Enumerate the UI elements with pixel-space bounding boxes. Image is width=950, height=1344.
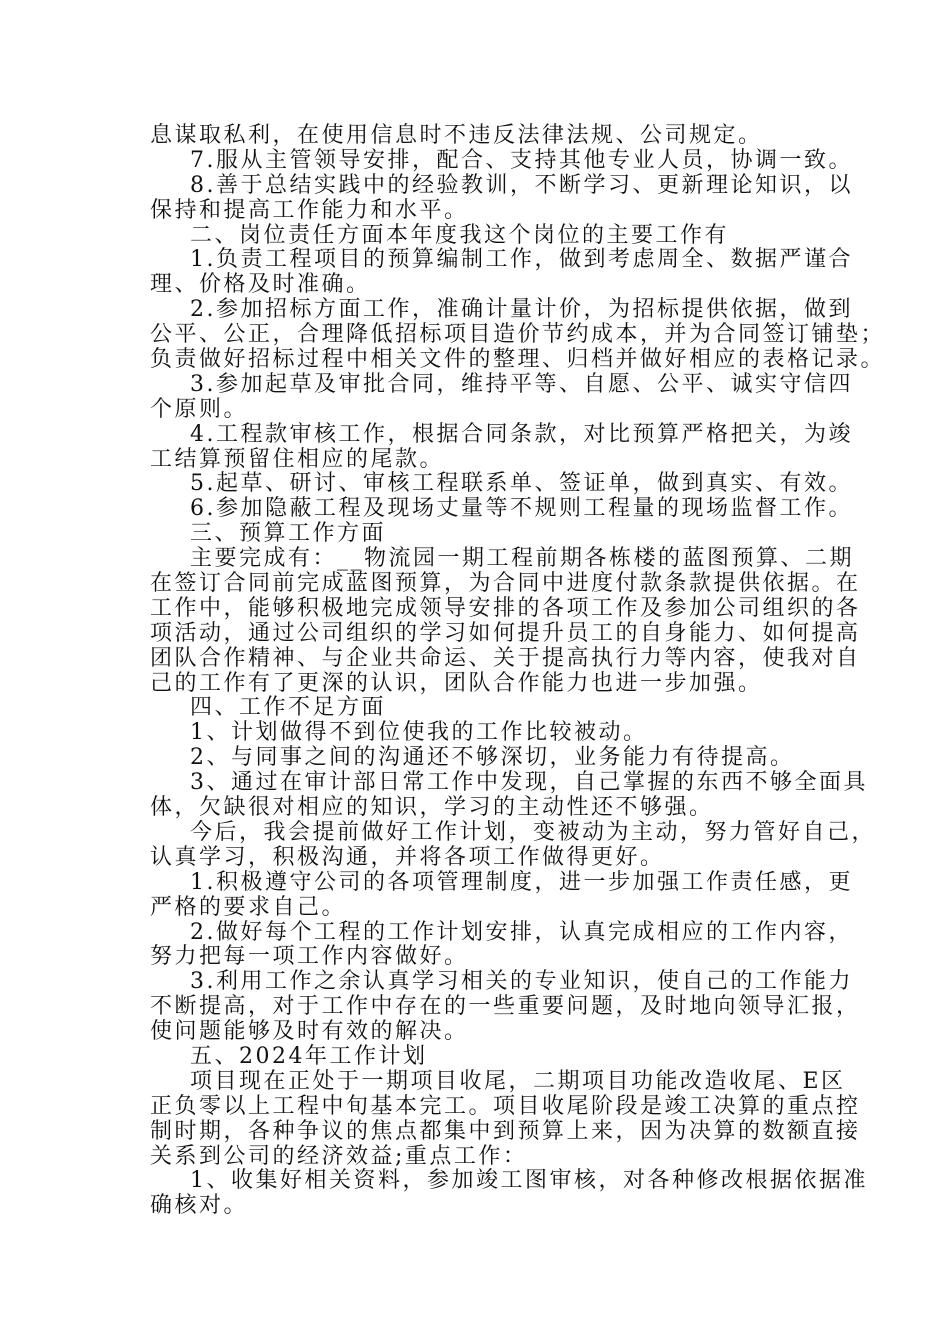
text-line: 息谋取私利，在使用信息时不违反法律法规、公司规定。: [150, 123, 763, 148]
text-line: 严格的要求自己。: [150, 894, 347, 920]
text-line: 正负零以上工程中旬基本完工。项目收尾阶段是竣工决算的重点控: [150, 1093, 861, 1119]
text-line: 己的工作有了更深的认识，团队合作能力也进一步加强。: [150, 670, 763, 696]
text-line: 1、计划做得不到位使我的工作比较被动。: [190, 720, 648, 746]
text-line: 3.参加起草及审批合同，维持平等、自愿、公平、诚实守信四: [190, 371, 853, 397]
text-line: 工结算预留住相应的尾款。: [150, 446, 445, 472]
text-line: 不断提高，对于工作中存在的一些重要问题，及时地向领导汇报，: [150, 994, 861, 1020]
text-line: 4.工程款审核工作，根据合同条款，对比预算严格把关，为竣: [190, 421, 853, 447]
text-line: 团队合作精神、与企业共命运、关于提高执行力等内容，使我对自: [150, 645, 861, 671]
text-line: 3、通过在审计部日常工作中发现，自己掌握的东西不够全面具: [190, 770, 868, 796]
text-line: 制时期，各种争议的焦点都集中到预算上来，因为决算的数额直接: [150, 1118, 861, 1144]
text-line: 三、预算工作方面: [190, 521, 387, 547]
text-line: 确核对。: [150, 1193, 249, 1219]
text-line: 在签订合同前完成蓝图预算，为合同中进度付款条款提供依据。在: [150, 571, 861, 597]
text-line: 认真学习，积极沟通，并将各项工作做得更好。: [150, 844, 665, 870]
text-line: 7.服从主管领导安排，配合、支持其他专业人员，协调一致。: [190, 147, 853, 173]
text-line: 2.做好每个工程的工作计划安排，认真完成相应的工作内容，: [190, 919, 853, 945]
text-line: 3.利用工作之余认真学习相关的专业知识，使自己的工作能力: [190, 969, 853, 995]
text-line: 四、工作不足方面: [190, 695, 387, 721]
text-line: 1.积极遵守公司的各项管理制度，进一步加强工作责任感，更: [190, 869, 853, 895]
text-line: 保持和提高工作能力和水平。: [150, 197, 469, 223]
text-line: 5.起草、研讨、审核工程联系单、签证单，做到真实、有效。: [190, 471, 853, 497]
text-line: 努力把每一项工作内容做好。: [150, 944, 469, 970]
text-line: 今后，我会提前做好工作计划，变被动为主动，努力管好自己，: [190, 819, 877, 845]
text-line: 理、价格及时准确。: [150, 272, 371, 298]
text-line: 项活动，通过公司组织的学习如何提升员工的自身能力、如何提高: [150, 620, 861, 646]
text-line: 2.参加招标方面工作，准确计量计价，为招标提供依据，做到: [190, 297, 853, 323]
text-line: 1.负责工程项目的预算编制工作，做到考虑周全、数据严谨合: [190, 247, 853, 273]
text-line: 1、收集好相关资料，参加竣工图审核，对各种修改根据依据准: [190, 1168, 868, 1194]
text-line: 个原则。: [150, 396, 249, 422]
text-line: 二、岗位责任方面本年度我这个岗位的主要工作有: [190, 222, 730, 248]
text-line: 使问题能够及时有效的解决。: [150, 1019, 469, 1045]
text-line: 6.参加隐蔽工程及现场丈量等不规则工程量的现场监督工作。: [190, 496, 853, 522]
text-line: 五、2024年工作计划: [190, 1043, 428, 1069]
text-line: 项目现在正处于一期项目收尾，二期项目功能改造收尾、E区: [190, 1068, 846, 1094]
text-line: 8.善于总结实践中的经验教训，不断学习、更新理论知识，以: [190, 172, 853, 198]
text-line: 负责做好招标过程中相关文件的整理、归档并做好相应的表格记录。: [150, 347, 886, 373]
document-page: [150, 123, 886, 1219]
text-line: 工作中，能够积极地完成领导安排的各项工作及参加公司组织的各: [150, 595, 861, 621]
text-line: 主要完成有：__物流园一期工程前期各栋楼的蓝图预算、二期: [190, 546, 855, 572]
text-line: 2、与同事之间的沟通还不够深切，业务能力有待提高。: [190, 745, 795, 771]
text-line: 体，欠缺很对相应的知识，学习的主动性还不够强。: [150, 795, 714, 821]
text-line: 公平、公正，合理降低招标项目造价节约成本，并为合同签订铺垫；: [150, 322, 886, 348]
text-line: 关系到公司的经济效益;重点工作：: [150, 1143, 528, 1169]
